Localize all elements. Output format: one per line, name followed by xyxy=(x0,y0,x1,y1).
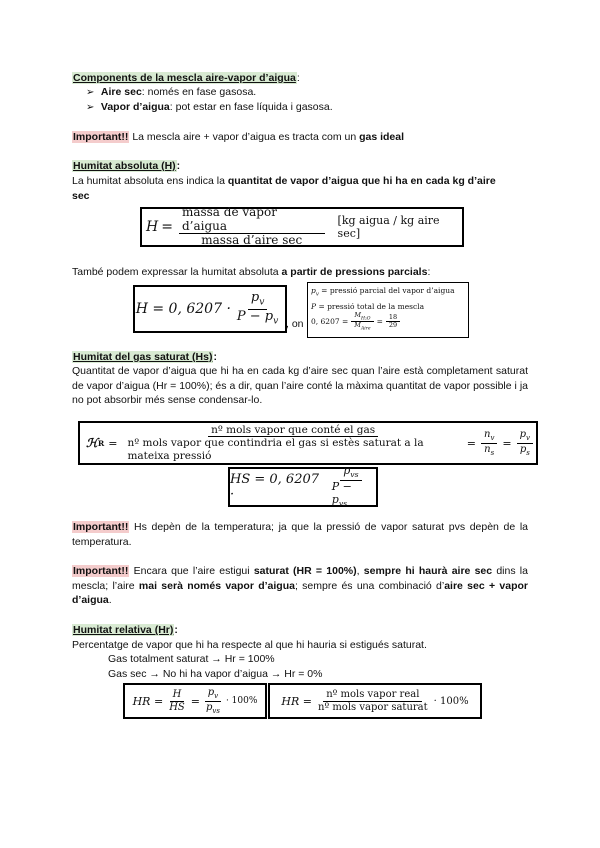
relative-humidity-intro: Percentatge de vapor que hi ha respecte al que hi hauria si estigués saturat. xyxy=(72,639,427,651)
arrow-bullet-icon: ➢ xyxy=(86,87,95,98)
important-note-3: Important!! Encara que l’aire estigui saturat (HR = 100%), sempre hi haurà aire sec dins la mescla; l’aire mai serà només vapor d’aigua; sempre és una combinació d’aire sec + vapor d’aigua. xyxy=(72,565,529,606)
case-dry: Gas sec → No hi ha vapor d’aigua → Hr = 0% xyxy=(108,668,323,680)
formula-relative-ratio: ℋ R = nº mols vapor que conté el gas nº mols vapor que contindria el gas si estès saturat a la mateixa pressió = $\frac{n_v}{n_s}$ = $\frac{p_v}{p_s}$ xyxy=(78,421,538,465)
important-note-2: Important!! Hs depèn de la temperatura; ja que la pressió de vapor saturat pvs depèn de la temperatura. xyxy=(72,521,528,548)
formula-relative-humidity-2: HR = $\frac{\text{nº mols vapor real}}{\text{nº mols vapor saturat}}$ · 100% xyxy=(268,683,482,719)
absolute-humidity-intro: La humitat absoluta ens indica la quantitat de vapor d’aigua que hi ha en cada kg d’aire xyxy=(72,175,496,187)
formula-absolute-humidity-pressure: H = 0, 6207 · $\frac{p_v}{P - p_v}$ xyxy=(133,285,287,333)
absolute-humidity-intro-cont: sec xyxy=(72,190,90,202)
relative-humidity-heading: Humitat relativa (Hr) xyxy=(73,624,174,636)
saturated-humidity-heading: Humitat del gas saturat (Hs) xyxy=(73,351,213,363)
important-note-1: Important!! La mescla aire + vapor d’aigua es tracta com un gas ideal xyxy=(73,131,405,143)
mass-fraction: $\frac{\text{massa de vapor d’aigua}}{\text{massa d’aire sec}}$ xyxy=(179,206,325,248)
saturated-humidity-paragraph: Quantitat de vapor d’aigua que hi ha en cada kg d’aire sec quan l’aire està completament saturat de vapor d’aigua (Hr = 100%); és a dir, quan l’aire conté la màxima quantitat de vapor possible i ja no pot absorbir més sense condensar-lo. xyxy=(72,365,528,406)
legend-row: P = pressió total de la mescla xyxy=(311,301,425,311)
formula-relative-humidity-1: HR = $\frac{H}{HS}$ = $\frac{p_v}{p_{vs}}$ · 100% xyxy=(123,683,267,719)
arrow-bullet-icon: ➢ xyxy=(86,102,95,113)
components-heading: Components de la mescla aire-vapor d’aigua xyxy=(73,72,296,84)
list-item: ➢ Vapor d’aigua: pot estar en fase líquida i gasosa. xyxy=(86,101,333,113)
list-item: ➢ Aire sec: només en fase gasosa. xyxy=(86,86,257,98)
components-heading-line: Components de la mescla aire-vapor d’aigua: xyxy=(73,72,300,84)
legend-row: 0, 6207 = $\frac{M_{H_2O}}{M_{Aire}}$ = $\frac{18}{29}$ xyxy=(311,312,403,332)
formula-legend xyxy=(307,282,469,338)
saturated-humidity-heading-line: Humitat del gas saturat (Hs): xyxy=(73,351,217,363)
relative-humidity-heading-line: Humitat relativa (Hr): xyxy=(73,624,178,636)
formula-saturated-humidity: HS = 0, 6207 · $\frac{p_{vs}}{P - p_{vs}}$ xyxy=(228,467,378,507)
absolute-humidity-heading-line: Humitat absoluta (H): xyxy=(73,160,181,172)
case-saturated: Gas totalment saturat → Hr = 100% xyxy=(108,653,275,665)
formula-absolute-humidity-mass: H = $\frac{\text{massa de vapor d’aigua}}{\text{massa d’aire sec}}$ [kg aigua / kg aire sec] xyxy=(140,207,464,247)
partial-pressure-intro: També podem expressar la humitat absoluta a partir de pressions parcials: xyxy=(72,266,431,278)
on-text: , on xyxy=(286,318,304,330)
legend-row: $p_v$ = pressió parcial del vapor d’aigua xyxy=(311,286,455,298)
absolute-humidity-heading: Humitat absoluta (H) xyxy=(73,160,176,172)
